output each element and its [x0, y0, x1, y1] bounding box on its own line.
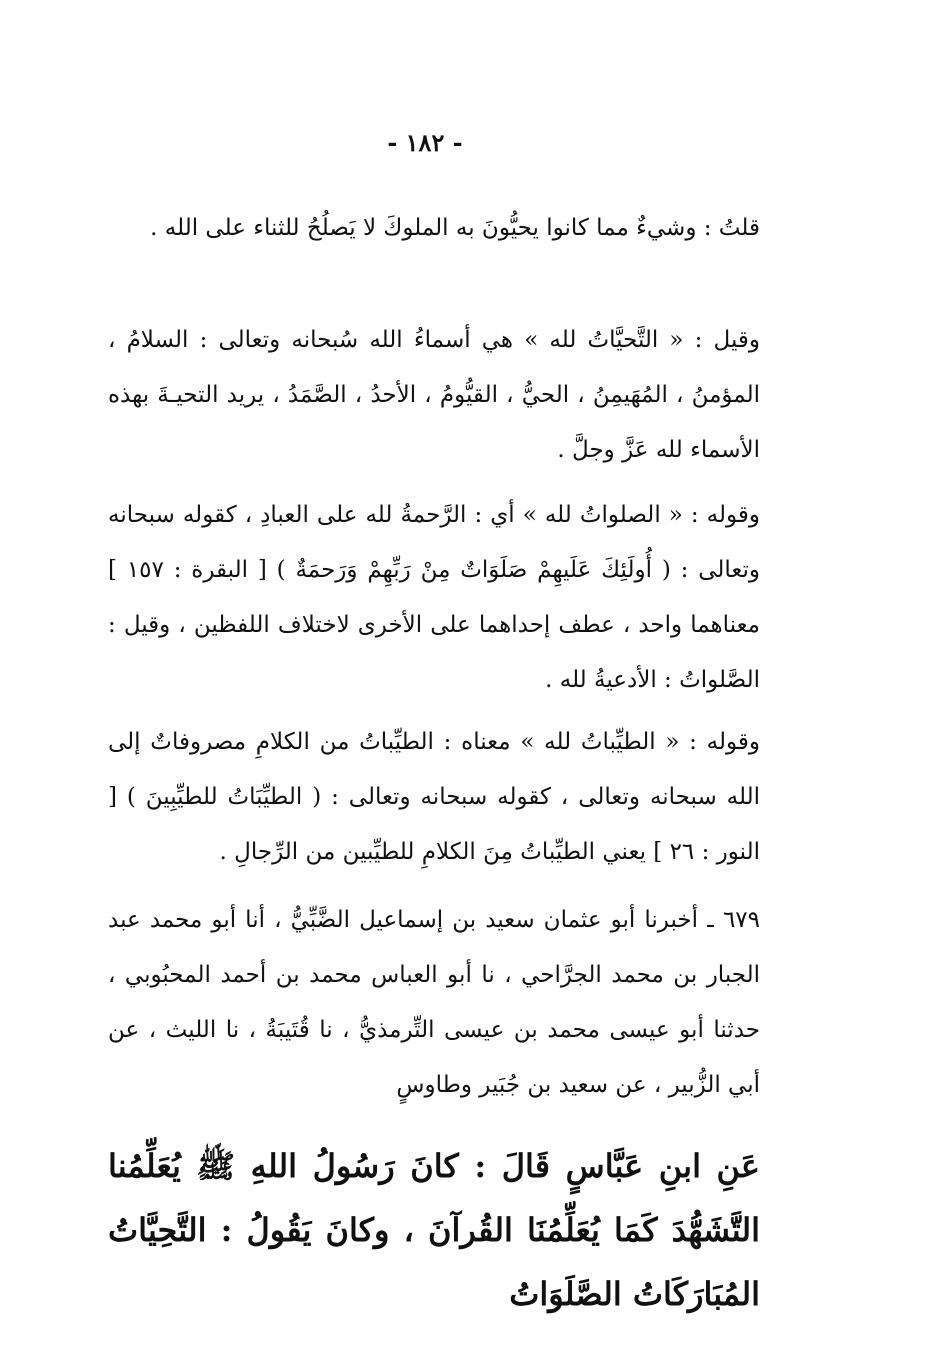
page-number: - ١٨٢ - [387, 128, 463, 157]
paragraph-tayyibat-meaning: وقوله : « الطيِّباتُ لله » معناه : الطيِّباتُ من الكلامِ مصروفاتٌ إلى الله سبحانه وتعالى ، كقوله سبحانه وتعالى : ( الطيِّبَاتُ للطيِّبِينَ ) [ النور : ٢٦ ] يعني الطيِّباتُ مِنَ الكلامِ للطيِّبين من الرِّجالِ . [108, 729, 760, 865]
paragraph-tahiyyat-names: وقيل : « التَّحيَّاتُ لله » هي أسماءُ الله سُبحانه وتعالى : السلامُ ، المؤمنُ ، المُهَيمِنُ ، الحيُّ ، القيُّومُ ، الأحدُ ، الصَّمَدُ ، يريد التحيـةَ بهذه الأسماء لله عَزَّ وجلَّ . [108, 327, 760, 463]
paragraph-isnad-679: ٦٧٩ ـ أخبرنا أبو عثمان سعيد بن إسماعيل الضَّبِّيُّ ، أنا أبو محمد عبد الجبار بن محمد الجرَّاحي ، نا أبو العباس محمد بن أحمد المحبُوبي ، حدثنا أبو عيسى محمد بن عيسى التِّرمذيُّ ، نا قُتَيبَةُ ، نا الليث ، عن أبي الزُّبير ، عن سعيد بن جُبَير وطاوسٍ [108, 907, 760, 1098]
paragraph-salawat-meaning: وقوله : « الصلواتُ لله » أي : الرَّحمةُ لله على العبادِ ، كقوله سبحانه وتعالى : ( أُولَئِكَ عَلَيهِمْ صَلَوَاتٌ مِنْ رَبِّهِمْ وَرَحمَةٌ ) [ البقرة : ١٥٧ ] معناهما واحد ، عطف إحداهما على الأخرى لاختلاف اللفظين ، وقيل : الصَّلواتُ : الأدعيةُ لله . [108, 502, 760, 693]
paragraph-salutations-note: قلتُ : وشيءٌ مما كانوا يحيُّونَ به الملوكَ لا يَصلُحُ للثناء على الله . [150, 215, 760, 241]
hadith-text: عَنِ ابنِ عَبَّاسٍ قَالَ : كانَ رَسُولُ اللهِ ﷺ يُعَلِّمُنا التَّشَهُّدَ كَمَا يُعَلِّمُنَا القُرآنَ ، وكانَ يَقُولُ : التَّحِيَّاتُ المُبَارَكَاتُ الصَّلَوَاتُ [108, 1147, 760, 1313]
